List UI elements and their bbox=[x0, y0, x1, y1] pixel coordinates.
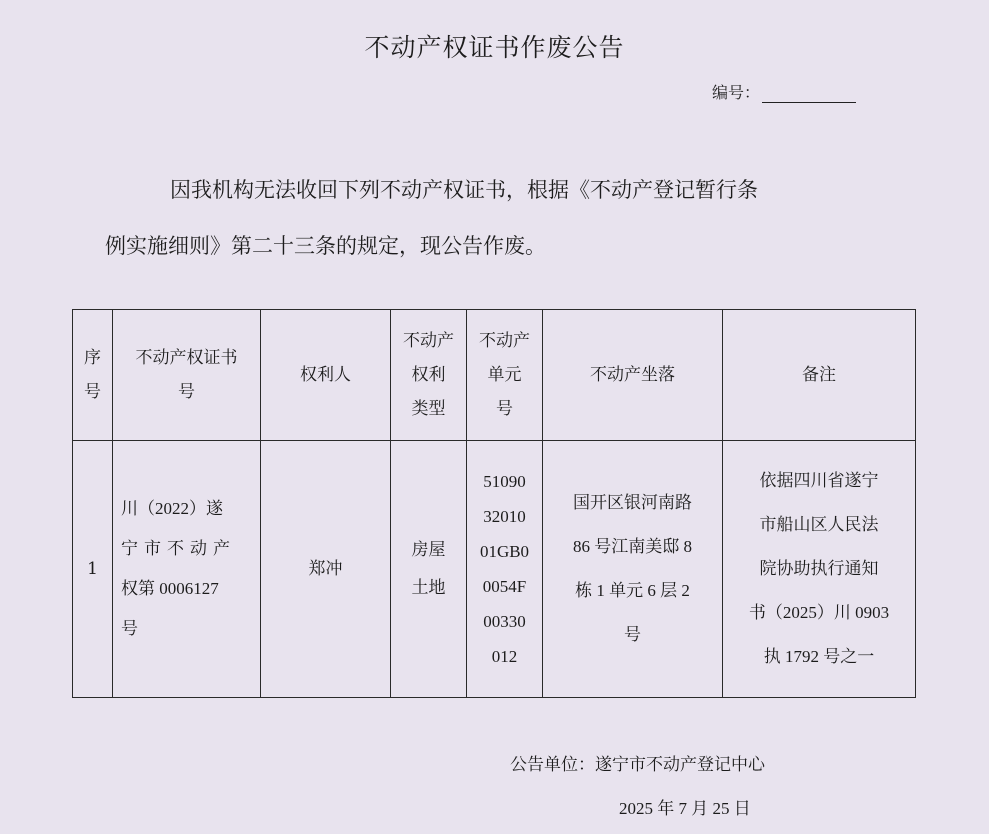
unit-no-line-5: 00330 bbox=[483, 612, 526, 631]
unit-no-line-6: 012 bbox=[491, 647, 518, 666]
header-seq bbox=[73, 310, 113, 441]
cell-holder: 郑冲 bbox=[261, 441, 391, 698]
header-unit-no-line-3: 号 bbox=[496, 399, 513, 419]
issuing-unit: 公告单位：遂宁市不动产登记中心 bbox=[510, 755, 765, 775]
header-unit-no-line-1: 不动产 bbox=[479, 331, 530, 351]
location-line-1: 国开区银河南路 bbox=[573, 493, 692, 512]
notice-paragraph-line-1: 因我机构无法收回下列不动产权证书，根据《不动产登记暂行条 bbox=[170, 178, 758, 202]
right-type-line-1: 房屋 bbox=[411, 540, 446, 560]
header-unit-no-line-2: 单元 bbox=[487, 365, 522, 385]
serial-label: 编号： bbox=[712, 83, 761, 102]
table-header-row bbox=[73, 310, 916, 441]
cell-location bbox=[543, 441, 723, 698]
header-location: 不动产坐落 bbox=[543, 310, 723, 441]
unit-no-line-4: 0054F bbox=[482, 577, 527, 596]
cert-line-1: 川（2022）遂 bbox=[121, 499, 223, 518]
location-line-4: 号 bbox=[624, 625, 641, 644]
cert-line-4: 号 bbox=[121, 619, 138, 638]
header-right-type-line-1: 不动产 bbox=[403, 331, 454, 351]
unit-no-line-1: 51090 bbox=[483, 472, 526, 491]
cell-remark bbox=[723, 441, 916, 698]
header-right-type-line-2: 权利 bbox=[411, 365, 446, 385]
right-type-line-2: 土地 bbox=[411, 578, 446, 598]
serial-number bbox=[712, 80, 856, 103]
unit-no-line-2: 32010 bbox=[483, 507, 526, 526]
table-row bbox=[73, 441, 916, 698]
cell-cert-number bbox=[113, 441, 261, 698]
cert-line-3: 权第 0006127 bbox=[121, 579, 219, 598]
header-seq-line-1: 序 bbox=[84, 348, 101, 368]
cell-seq: 1 bbox=[73, 441, 113, 698]
cell-right-type bbox=[391, 441, 467, 698]
header-cert bbox=[113, 310, 261, 441]
document-title: 不动产权证书作废公告 bbox=[364, 33, 625, 62]
header-remark: 备注 bbox=[723, 310, 916, 441]
header-right-type bbox=[391, 310, 467, 441]
issue-date: 2025 年 7 月 25 日 bbox=[619, 799, 751, 818]
void-certificate-table bbox=[72, 309, 916, 698]
header-holder: 权利人 bbox=[261, 310, 391, 441]
remark-line-3: 院协助执行通知 bbox=[759, 559, 879, 578]
header-right-type-line-3: 类型 bbox=[411, 399, 446, 419]
location-line-3: 栋 1 单元 6 层 2 bbox=[575, 581, 690, 600]
location-line-2: 86 号江南美邸 8 bbox=[573, 537, 692, 556]
serial-blank-line bbox=[762, 88, 856, 103]
notice-paragraph-line-2: 例实施细则》第二十三条的规定，现公告作废。 bbox=[105, 234, 546, 258]
remark-line-2: 市船山区人民法 bbox=[759, 515, 879, 534]
cell-unit-number bbox=[467, 441, 543, 698]
remark-line-5: 执 1792 号之一 bbox=[763, 647, 875, 666]
remark-line-4: 书（2025）川 0903 bbox=[748, 603, 890, 622]
remark-line-1: 依据四川省遂宁 bbox=[759, 471, 879, 490]
header-seq-line-2: 号 bbox=[84, 382, 101, 402]
cert-line-2: 宁市不动产 bbox=[121, 539, 236, 558]
unit-no-line-3: 01GB0 bbox=[479, 542, 530, 561]
header-cert-line-2: 号 bbox=[178, 382, 195, 402]
header-unit-no bbox=[467, 310, 543, 441]
header-cert-line-1: 不动产权证书 bbox=[135, 348, 238, 368]
